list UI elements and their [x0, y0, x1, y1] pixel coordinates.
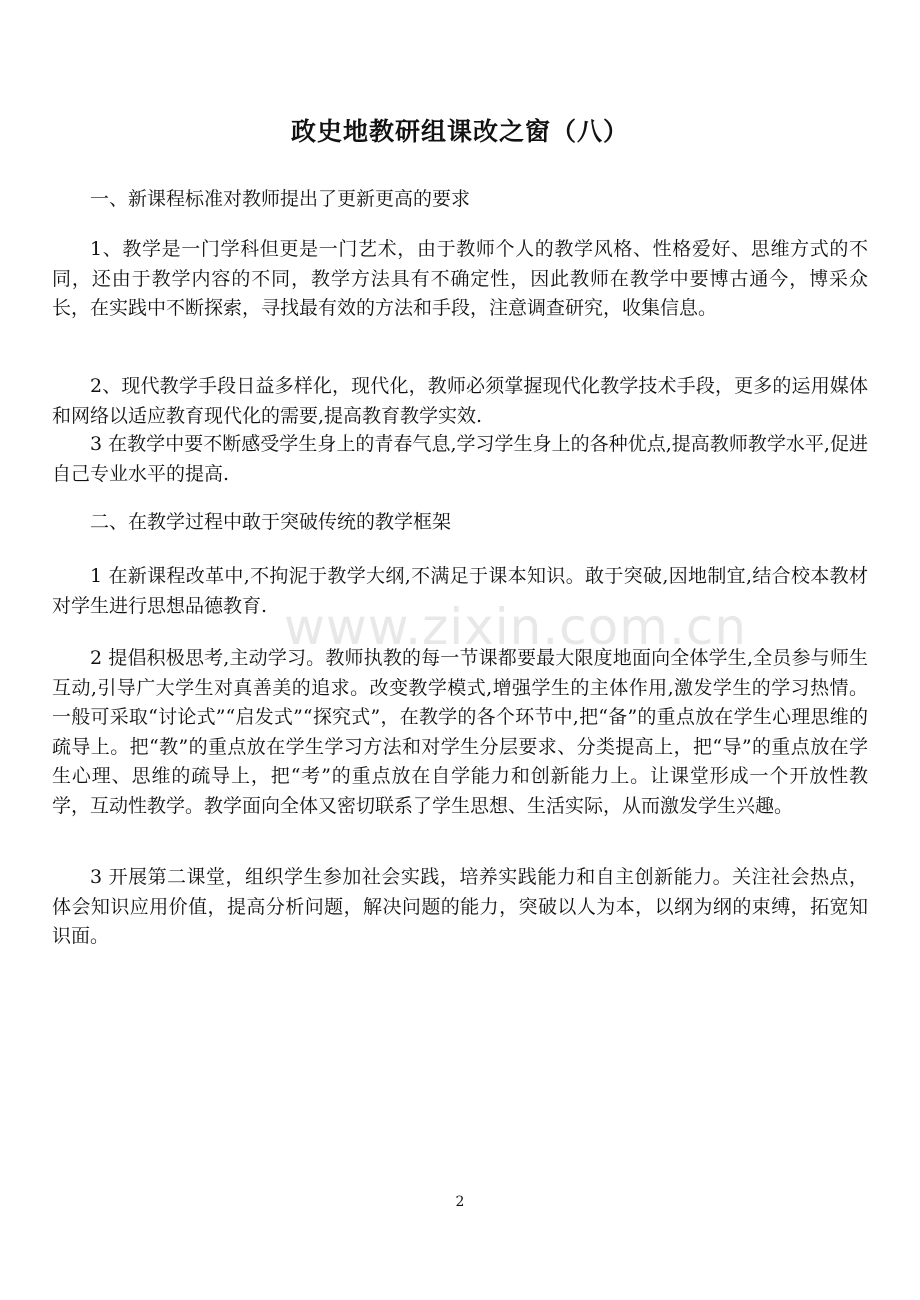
page-number: 2 — [455, 1194, 465, 1210]
watermark: www.zixin.com.cn — [284, 598, 748, 656]
document-title: 政史地教研组课改之窗（八） — [290, 117, 629, 146]
paragraph-1-3: 3 在教学中要不断感受学生身上的青春气息,学习学生身上的各种优点,提高教师教学水平,促进自己专业水平的提高. — [52, 433, 868, 485]
section-heading-2: 二、在教学过程中敢于突破传统的教学框架 — [90, 511, 452, 533]
paragraph-2-1: 1 在新课程改革中,不拘泥于教学大纲,不满足于课本知识。敢于突破,因地制宜,结合校本教材对学生进行思想品德教育. — [52, 565, 868, 617]
document-page — [52, 0, 868, 1300]
paragraph-2-2: 2 提倡积极思考,主动学习。教师执教的每一节课都要最大限度地面向全体学生,全员参与师生互动,引导广大学生对真善美的追求。改变教学模式,增强学生的主体作用,激发学生的学习热情。一般可采取“讨论式”“启发式”“探究式”，在教学的各个环节中,把“备”的重点放在学生心理思维的疏导上。把“教”的重点放在学生学习方法和对学生分层要求、分类提高上，把“导”的重点放在学生心理、思维的疏导上，把“考”的重点放在自学能力和创新能力上。让课堂形成一个开放性教学，互动性教学。教学面向全体又密切联系了学生思想、生活实际，从而激发学生兴趣。 — [52, 647, 868, 817]
section-heading-1: 一、新课程标准对教师提出了更新更高的要求 — [90, 188, 471, 210]
paragraph-2-3: 3 开展第二课堂，组织学生参加社会实践，培养实践能力和自主创新能力。关注社会热点，体会知识应用价值，提高分析问题，解决问题的能力，突破以人为本，以纲为纲的束缚，拓宽知识面。 — [52, 866, 868, 947]
paragraph-1-2: 2、现代教学手段日益多样化，现代化，教师必须掌握现代化教学技术手段，更多的运用媒体和网络以适应教育现代化的需要,提高教育教学实效. — [52, 375, 868, 427]
paragraph-1-1: 1、教学是一门学科但更是一门艺术，由于教师个人的教学风格、性格爱好、思维方式的不同，还由于教学内容的不同，教学方法具有不确定性，因此教师在教学中要博古通今，博采众长，在实践中不断探索，寻找最有效的方法和手段，注意调查研究，收集信息。 — [52, 238, 868, 319]
